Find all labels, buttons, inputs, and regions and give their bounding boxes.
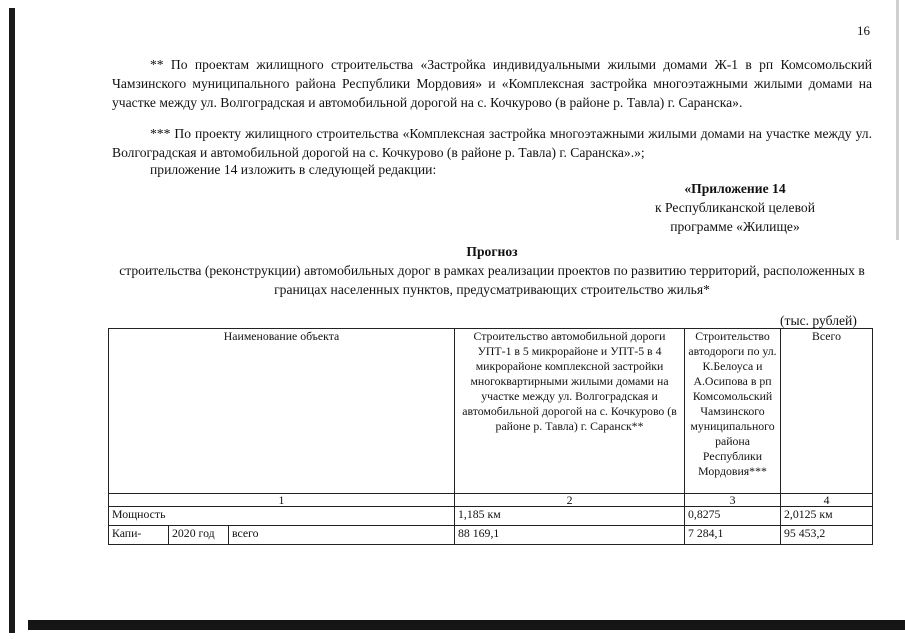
scan-edge-bottom: [28, 620, 905, 630]
page-number: 16: [857, 23, 870, 38]
document-title: Прогноз: [466, 244, 518, 259]
scan-edge-right: [896, 0, 899, 240]
forecast-table: [108, 328, 873, 545]
table-header-row: [109, 329, 873, 494]
row-capital-col-3: 7 284,1: [685, 526, 781, 545]
appendix-line-2: к Республиканской целевой: [655, 200, 815, 215]
row-power-col-4: 2,0125 км: [781, 507, 873, 526]
appendix-instruction: приложение 14 изложить в следующей редакции:: [150, 162, 437, 177]
col-number-3: 3: [685, 494, 781, 507]
row-capital-col-2: 88 169,1: [455, 526, 685, 545]
header-col-2: Строительство автомобильной дороги УПТ-1 в 5 микрорайоне и УПТ-5 в 4 микрорайоне комплексной застройки многоквартирными жилыми домами на участке между ул. Волгоградская и автомобильной дорогой на с. Кочкурово (в районе р. Тавла) г. Саранск**: [455, 329, 685, 494]
footnote-triple-star: *** По проекту жилищного строительства «Комплексная застройка многоэтажными жилыми домами на участке между ул. Волгоградская и автомобильной дорогой на с. Кочкурово (в районе р. Тавла) г. Саранска».»;: [112, 126, 872, 160]
appendix-line-3: программе «Жилище»: [670, 219, 800, 234]
document-subtitle: строительства (реконструкции) автомобильных дорог в рамках реализации проектов по развитию территорий, расположенных в границах населенных пунктов, предусматривающих строительство жилья*: [119, 263, 865, 297]
row-capital-year: 2020 год: [169, 526, 229, 545]
col-number-1: 1: [109, 494, 455, 507]
scan-edge-left: [9, 8, 15, 633]
footnote-double-star: ** По проектам жилищного строительства «Застройка индивидуальными жилыми домами Ж-1 в рп Комсомольский Чамзинского муниципального района Республики Мордовия» и «Комплексная застройка многоэтажными жилыми домами на участке между ул. Волгоградская и автомобильной дорогой на с. Кочкурово (в районе р. Тавла) г. Саранска».: [112, 57, 872, 110]
row-power-col-2: 1,185 км: [455, 507, 685, 526]
units-label: (тыс. рублей): [780, 313, 857, 328]
row-power-col-3: 0,8275: [685, 507, 781, 526]
row-capital-col-4: 95 453,2: [781, 526, 873, 545]
table-number-row: [109, 494, 873, 507]
table-row-capital: [109, 526, 873, 545]
appendix-heading: «Приложение 14: [684, 181, 786, 196]
header-col-3: Строительство автодороги по ул. К.Белоуса и А.Осипова в рп Комсомольский Чамзинского муниципального района Республики Мордовия***: [685, 329, 781, 494]
col-number-2: 2: [455, 494, 685, 507]
row-capital-kind: всего: [229, 526, 455, 545]
col-number-4: 4: [781, 494, 873, 507]
table-row-power: [109, 507, 873, 526]
row-capital-label: Капи-: [109, 526, 169, 545]
appendix-block: [640, 179, 830, 236]
header-name: Наименование объекта: [109, 329, 455, 494]
row-power-label: Мощность: [109, 507, 455, 526]
header-col-4: Всего: [781, 329, 873, 494]
